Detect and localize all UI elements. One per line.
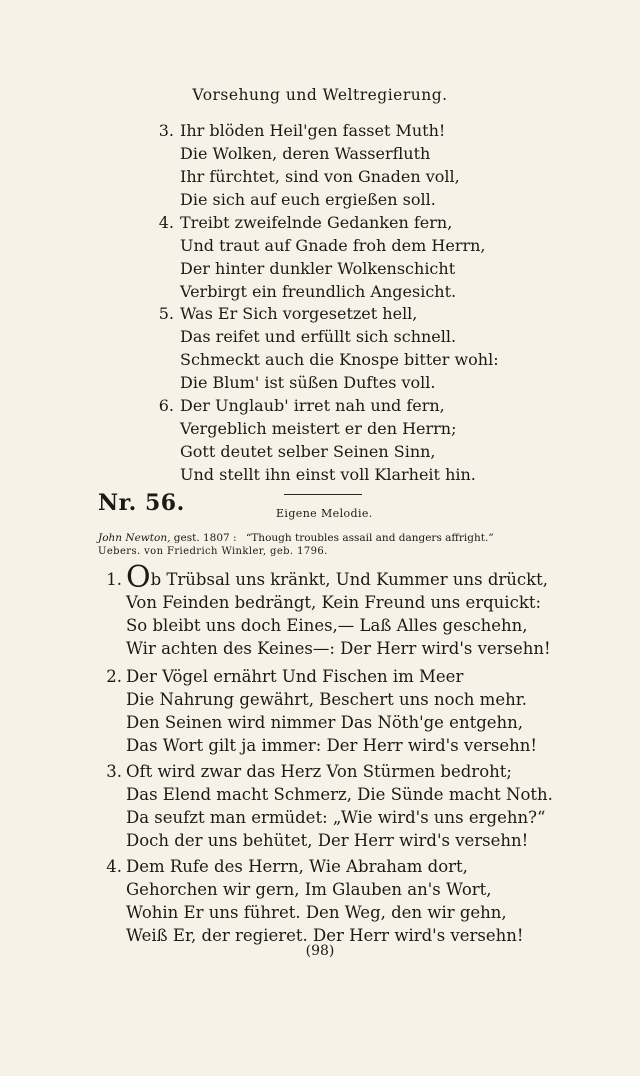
verse-line: Dem Rufe des Herrn, Wie Abraham dort, (126, 857, 468, 876)
stanza-4-part1 (158, 211, 486, 303)
verse-line: Der hinter dunkler Wolkenschicht (180, 259, 456, 278)
author-name: John Newton, (98, 532, 171, 544)
verse-line: Wir achten des Keines—: Der Herr wird's versehn! (126, 639, 551, 658)
verse-line: Das Elend macht Schmerz, Die Sünde macht Noth. (126, 785, 553, 804)
verse-line: Das reifet und erfüllt sich schnell. (180, 327, 457, 346)
stanza-number: 4. (158, 213, 174, 232)
verse-line: Von Feinden bedrängt, Kein Freund uns erquickt: (126, 593, 542, 612)
verse-line: Gott deutet selber Seinen Sinn, (180, 442, 436, 461)
page-number: (98) (305, 943, 335, 959)
stanza-number: 2. (106, 667, 122, 686)
stanza-number: 5. (158, 304, 174, 323)
melody-note: Eigene Melodie. (276, 507, 373, 520)
divider-rule (284, 494, 362, 495)
verse-line: Ihr blöden Heil'gen fasset Muth! (180, 121, 446, 140)
verse-line: Die Blum' ist süßen Duftes voll. (180, 373, 436, 392)
drop-cap: O (126, 560, 151, 595)
verse-line: So bleibt uns doch Eines,— Laß Alles geschehn, (126, 616, 528, 635)
verse-line: Der Unglaub' irret nah und fern, (180, 396, 445, 415)
verse-line: Doch der uns behütet, Der Herr wird's versehn! (126, 831, 529, 850)
running-header: Vorsehung und Weltregierung. (192, 86, 448, 104)
verse-line: Vergeblich meistert er den Herrn; (180, 419, 457, 438)
author-dates: gest. 1807 : (170, 532, 237, 544)
translator-attribution: Uebers. von Friedrich Winkler, geb. 1796. (98, 546, 328, 557)
verse-line: Die sich auf euch ergießen soll. (180, 190, 436, 209)
verse-line: Das Wort gilt ja immer: Der Herr wird's versehn! (126, 736, 538, 755)
hymn-number-title: Nr. 56. (98, 490, 185, 516)
stanza-2-part2 (106, 665, 538, 757)
english-first-line: “Though troubles assail and dangers affright.” (245, 532, 494, 544)
stanza-3-part1 (158, 119, 460, 211)
stanza-3-part2 (106, 760, 553, 852)
verse-line: Ihr fürchtet, sind von Gnaden voll, (180, 167, 460, 186)
stanza-6-part1 (158, 394, 476, 486)
stanza-number: 3. (106, 762, 122, 781)
verse-line: Und traut auf Gnade froh dem Herrn, (180, 236, 486, 255)
stanza-number: 6. (158, 396, 174, 415)
stanza-4-part2 (106, 855, 524, 947)
verse-line: Der Vögel ernährt Und Fischen im Meer (126, 667, 464, 686)
verse-line: Die Wolken, deren Wasserfluth (180, 144, 431, 163)
stanza-5-part1 (158, 302, 499, 394)
verse-line: Gehorchen wir gern, Im Glauben an's Wort, (126, 880, 492, 899)
verse-line: Treibt zweifelnde Gedanken fern, (180, 213, 453, 232)
verse-line: Den Seinen wird nimmer Das Nöth'ge entgehn, (126, 713, 524, 732)
verse-line: Schmeckt auch die Knospe bitter wohl: (180, 350, 499, 369)
stanza-1-part2 (106, 560, 551, 660)
verse-line: Weiß Er, der regieret. Der Herr wird's versehn! (126, 926, 524, 945)
verse-line: Wohin Er uns führet. Den Weg, den wir gehn, (126, 903, 507, 922)
stanza-number: 4. (106, 857, 122, 876)
stanza-number: 3. (158, 121, 174, 140)
stanza-number: 1. (106, 570, 122, 589)
author-attribution (98, 532, 494, 544)
verse-line: Oft wird zwar das Herz Von Stürmen bedroht; (126, 762, 512, 781)
verse-line: Und stellt ihn einst voll Klarheit hin. (180, 465, 476, 484)
verse-line: b Trübsal uns kränkt, Und Kummer uns drückt, (150, 570, 549, 589)
verse-line: Verbirgt ein freundlich Angesicht. (180, 282, 457, 301)
verse-line: Da seufzt man ermüdet: „Wie wird's uns ergehn?“ (126, 808, 546, 827)
verse-line: Was Er Sich vorgesetzet hell, (180, 304, 418, 323)
verse-line: Die Nahrung gewährt, Beschert uns noch mehr. (126, 690, 528, 709)
